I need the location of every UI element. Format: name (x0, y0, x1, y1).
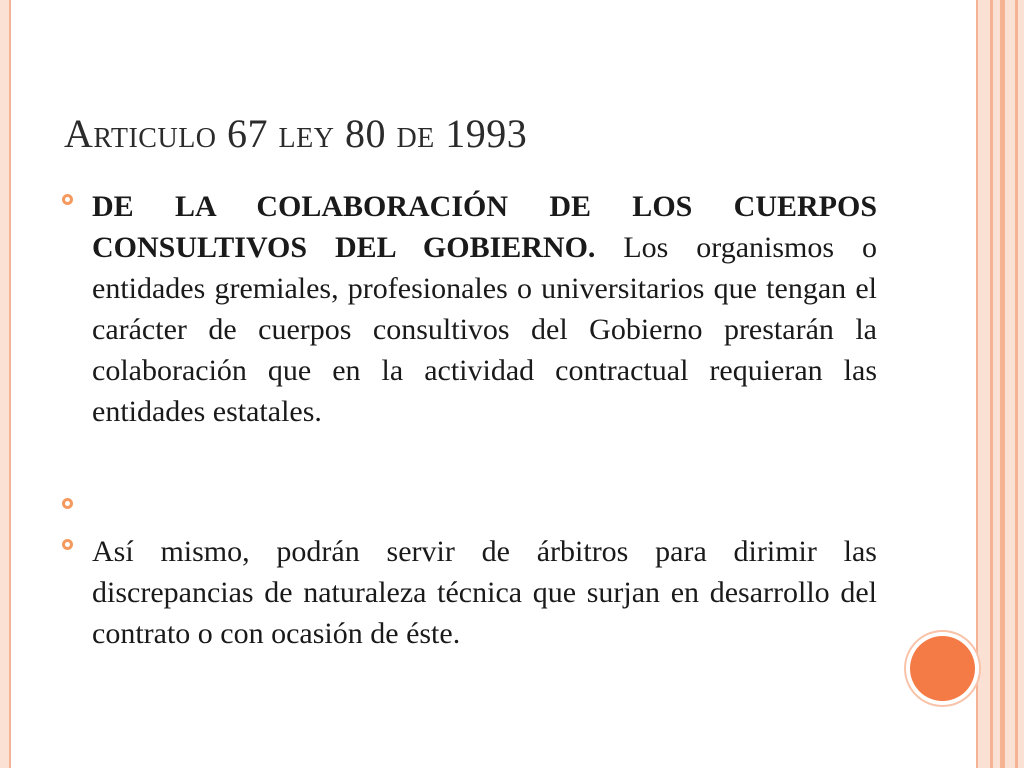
bullet-text (92, 186, 877, 432)
right-border-line (976, 0, 978, 768)
left-border-line (9, 0, 11, 768)
left-border (0, 0, 9, 768)
bullet-item (62, 531, 877, 654)
bullet-bold-text: DE LA COLABORACIÓN DE LOS CUERPOS CONSULTIVOS DEL GOBIERNO. (92, 190, 877, 264)
bullet-list (62, 186, 877, 654)
bullet-item (62, 490, 877, 531)
bullet-ring-icon (62, 539, 73, 550)
right-border-line (1000, 0, 1005, 768)
bullet-ring-icon (62, 194, 73, 205)
decorative-circle-icon (910, 636, 975, 701)
bullet-text: Así mismo, podrán servir de árbitros para dirimir las discrepancias de naturaleza técnica que surjan en desarrollo del contrato o con ocasión de éste. (92, 535, 877, 650)
bullet-item (62, 186, 877, 490)
bullet-ring-icon (62, 498, 73, 509)
right-border-line (990, 0, 993, 768)
slide-title: Articulo 67 ley 80 de 1993 (64, 111, 528, 156)
bullet-body-text: Los organismos o entidades gremiales, profesionales o universitarios que tengan el carácter de cuerpos consultivos del Gobierno prestarán la colaboración que en la actividad contractual requieran las entidades estatales. (92, 231, 877, 428)
right-border-line (1015, 0, 1018, 768)
